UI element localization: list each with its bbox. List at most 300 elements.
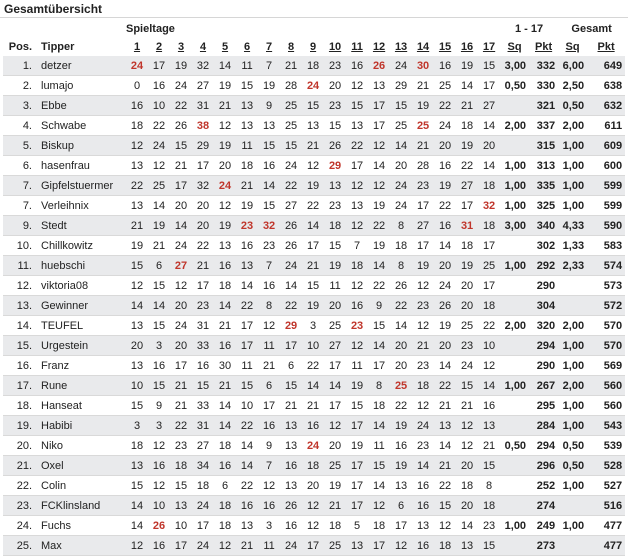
score-cell: 26 (280, 236, 302, 256)
sq-cell: 2,00 (500, 316, 529, 336)
score-cell: 27 (478, 96, 500, 116)
score-cell: 25 (280, 96, 302, 116)
score-cell: 21 (434, 456, 456, 476)
score-cell: 15 (478, 536, 500, 556)
tipper-name[interactable]: Hanseat (36, 396, 126, 416)
score-cell: 13 (236, 96, 258, 116)
score-cell: 23 (324, 196, 346, 216)
pkt-cell: 290 (529, 356, 558, 376)
score-cell: 12 (258, 316, 280, 336)
pkt-cell: 321 (529, 96, 558, 116)
score-cell: 11 (236, 356, 258, 376)
score-cell: 18 (236, 156, 258, 176)
day-header-15[interactable]: 15 (438, 41, 452, 53)
score-cell: 27 (170, 256, 192, 276)
score-cell: 12 (456, 436, 478, 456)
score-cell: 17 (478, 236, 500, 256)
score-cell: 32 (258, 216, 280, 236)
score-cell: 15 (368, 456, 390, 476)
day-header-6[interactable]: 6 (243, 41, 251, 53)
rank-cell: 25. (3, 536, 36, 556)
tipper-name[interactable]: Max (36, 536, 126, 556)
gesamt-sq-cell: 1,00 (558, 176, 587, 196)
score-cell: 20 (170, 336, 192, 356)
gesamt-pkt-cell: 611 (587, 116, 625, 136)
score-cell: 15 (390, 96, 412, 116)
gesamt-pkt-cell: 573 (587, 276, 625, 296)
table-row (3, 436, 625, 456)
score-cell: 18 (412, 376, 434, 396)
score-cell: 10 (148, 96, 170, 116)
score-cell: 22 (192, 236, 214, 256)
score-cell: 17 (346, 416, 368, 436)
score-cell: 17 (412, 236, 434, 256)
score-cell: 22 (434, 476, 456, 496)
score-cell: 13 (126, 356, 148, 376)
score-cell: 19 (302, 296, 324, 316)
gesamt-pkt-cell: 560 (587, 396, 625, 416)
tipper-name[interactable]: Franz (36, 356, 126, 376)
score-cell: 22 (478, 316, 500, 336)
score-cell: 18 (324, 516, 346, 536)
score-cell: 26 (324, 136, 346, 156)
gesamt-sq-cell (558, 496, 587, 516)
score-cell: 16 (126, 96, 148, 116)
score-cell: 20 (390, 356, 412, 376)
score-cell: 21 (280, 396, 302, 416)
score-cell: 12 (302, 496, 324, 516)
score-cell: 3 (258, 516, 280, 536)
score-cell: 24 (434, 276, 456, 296)
table-row (3, 376, 625, 396)
day-header-9[interactable]: 9 (310, 41, 317, 53)
score-cell: 20 (324, 436, 346, 456)
score-cell: 16 (148, 536, 170, 556)
score-cell: 14 (214, 56, 236, 76)
score-cell: 14 (214, 416, 236, 436)
score-cell: 12 (258, 476, 280, 496)
gesamt-sq-cell: 1,00 (558, 196, 587, 216)
score-cell: 20 (324, 76, 346, 96)
score-cell: 14 (126, 496, 148, 516)
score-cell: 16 (214, 456, 236, 476)
score-cell: 6 (148, 256, 170, 276)
page-title: Gesamtübersicht (0, 0, 628, 18)
day-header-10[interactable]: 10 (328, 41, 342, 53)
tipper-name[interactable]: Oxel (36, 456, 126, 476)
day-header-17[interactable]: 17 (482, 41, 496, 53)
gesamt-pkt-cell: 570 (587, 316, 625, 336)
score-cell: 14 (368, 416, 390, 436)
pkt-cell: 252 (529, 476, 558, 496)
score-cell: 33 (192, 396, 214, 416)
score-cell: 15 (236, 76, 258, 96)
score-cell: 24 (126, 56, 148, 76)
day-header-3[interactable]: 3 (177, 41, 185, 53)
gesamt-pkt-cell: 570 (587, 336, 625, 356)
score-cell: 12 (148, 436, 170, 456)
score-cell: 15 (346, 96, 368, 116)
score-cell: 17 (412, 196, 434, 216)
rank-cell: 6. (3, 156, 36, 176)
score-cell: 14 (126, 516, 148, 536)
score-cell: 16 (214, 336, 236, 356)
score-cell: 14 (368, 476, 390, 496)
score-cell: 32 (478, 196, 500, 216)
score-cell: 19 (126, 236, 148, 256)
tipper-name[interactable]: TEUFEL (36, 316, 126, 336)
score-cell: 23 (412, 176, 434, 196)
score-cell: 15 (280, 376, 302, 396)
tipper-name[interactable]: Gipfelstuermer (36, 176, 126, 196)
pkt-cell: 315 (529, 136, 558, 156)
score-cell: 10 (148, 496, 170, 516)
day-header-1[interactable]: 1 (133, 41, 141, 53)
score-cell: 15 (434, 496, 456, 516)
score-cell: 13 (456, 536, 478, 556)
score-cell: 18 (434, 536, 456, 556)
score-cell: 28 (412, 156, 434, 176)
sq-cell: 3,00 (500, 56, 529, 76)
table-row (3, 456, 625, 476)
score-cell: 19 (368, 196, 390, 216)
gesamt-pkt-cell: 600 (587, 156, 625, 176)
score-cell: 6 (214, 476, 236, 496)
score-cell: 23 (412, 296, 434, 316)
score-cell: 33 (192, 336, 214, 356)
score-cell: 29 (192, 136, 214, 156)
score-cell: 15 (456, 376, 478, 396)
score-cell: 12 (368, 176, 390, 196)
spieltage-label: Spieltage (126, 22, 175, 35)
tipper-name[interactable]: hasenfrau (36, 156, 126, 176)
score-cell: 15 (126, 476, 148, 496)
score-cell: 23 (412, 356, 434, 376)
tipper-name[interactable]: Urgestein (36, 336, 126, 356)
score-cell: 27 (412, 216, 434, 236)
tipper-name[interactable]: FCKlinsland (36, 496, 126, 516)
pkt-cell: 335 (529, 176, 558, 196)
score-cell: 13 (258, 116, 280, 136)
score-cell: 13 (236, 116, 258, 136)
score-cell: 19 (456, 136, 478, 156)
score-cell: 15 (258, 196, 280, 216)
score-cell: 22 (236, 296, 258, 316)
score-cell: 21 (126, 216, 148, 236)
score-cell: 9 (258, 436, 280, 456)
score-cell: 20 (478, 136, 500, 156)
score-cell: 12 (346, 76, 368, 96)
day-header-7[interactable]: 7 (266, 41, 273, 53)
gesamt-sq-cell: 2,00 (558, 116, 587, 136)
score-cell: 21 (302, 396, 324, 416)
score-cell: 29 (324, 156, 346, 176)
rank-cell: 24. (3, 516, 36, 536)
score-cell: 24 (170, 76, 192, 96)
score-cell: 13 (302, 116, 324, 136)
tipper-name[interactable]: Biskup (36, 136, 126, 156)
score-cell: 25 (148, 176, 170, 196)
score-cell: 27 (192, 76, 214, 96)
score-cell: 19 (346, 436, 368, 456)
gesamt-pkt-cell: 574 (587, 256, 625, 276)
score-cell: 17 (346, 476, 368, 496)
score-cell: 13 (236, 516, 258, 536)
score-cell: 24 (280, 536, 302, 556)
score-cell: 17 (478, 276, 500, 296)
score-cell: 21 (412, 136, 434, 156)
score-cell: 27 (192, 436, 214, 456)
tipper-name[interactable]: Colin (36, 476, 126, 496)
pkt-cell: 340 (529, 216, 558, 236)
score-cell: 14 (434, 436, 456, 456)
score-cell: 20 (434, 256, 456, 276)
score-cell: 19 (434, 176, 456, 196)
gesamt-pkt-cell: 638 (587, 76, 625, 96)
score-cell: 13 (412, 516, 434, 536)
pkt-cell: 304 (529, 296, 558, 316)
score-cell: 21 (214, 376, 236, 396)
range-label: 1 - 17 (515, 22, 544, 35)
score-cell: 16 (346, 56, 368, 76)
score-cell: 24 (280, 256, 302, 276)
score-cell: 21 (456, 396, 478, 416)
day-header-11[interactable]: 11 (351, 41, 363, 53)
score-cell: 14 (390, 316, 412, 336)
day-header-8[interactable]: 8 (288, 41, 295, 53)
tipper-name[interactable]: Niko (36, 436, 126, 456)
score-cell: 18 (214, 516, 236, 536)
score-cell: 23 (258, 236, 280, 256)
score-cell: 24 (390, 176, 412, 196)
score-cell: 15 (280, 136, 302, 156)
gesamt-pkt-cell: 543 (587, 416, 625, 436)
day-header-12[interactable]: 12 (372, 41, 386, 53)
score-cell: 23 (478, 516, 500, 536)
tipper-name[interactable]: Schwabe (36, 116, 126, 136)
score-cell: 21 (236, 536, 258, 556)
score-cell: 22 (126, 176, 148, 196)
score-cell: 19 (170, 56, 192, 76)
day-header-2[interactable]: 2 (155, 41, 163, 53)
score-cell: 18 (214, 276, 236, 296)
rank-cell: 16. (3, 356, 36, 376)
sq-cell (500, 296, 529, 316)
score-cell: 22 (280, 176, 302, 196)
score-cell: 14 (126, 296, 148, 316)
pkt-cell: 274 (529, 496, 558, 516)
score-cell: 16 (434, 56, 456, 76)
score-cell: 12 (126, 276, 148, 296)
score-cell: 18 (478, 296, 500, 316)
score-cell: 15 (324, 236, 346, 256)
gesamt-pkt-cell: 527 (587, 476, 625, 496)
score-cell: 12 (170, 276, 192, 296)
rank-cell: 10. (3, 236, 36, 256)
score-cell: 17 (236, 316, 258, 336)
sq-cell: 1,00 (500, 176, 529, 196)
gesamt-pkt-header[interactable]: Pkt (597, 41, 615, 53)
sq-cell (500, 496, 529, 516)
tipper-name[interactable]: Gewinner (36, 296, 126, 316)
score-cell: 24 (170, 316, 192, 336)
score-cell: 26 (170, 116, 192, 136)
score-cell: 15 (368, 316, 390, 336)
score-cell: 17 (148, 56, 170, 76)
score-cell: 32 (192, 56, 214, 76)
score-cell: 24 (170, 236, 192, 256)
day-header-4[interactable]: 4 (199, 41, 207, 53)
table-row (3, 136, 625, 156)
pkt-cell: 295 (529, 396, 558, 416)
score-cell: 17 (478, 76, 500, 96)
tipper-name[interactable]: detzer (36, 56, 126, 76)
rank-cell: 17. (3, 376, 36, 396)
day-header-13[interactable]: 13 (394, 41, 408, 53)
tipper-name[interactable]: Verleihnix (36, 196, 126, 216)
score-cell: 13 (126, 156, 148, 176)
score-cell: 22 (390, 396, 412, 416)
pkt-cell: 294 (529, 436, 558, 456)
sq-cell (500, 136, 529, 156)
score-cell: 19 (434, 316, 456, 336)
tipper-name[interactable]: Fuchs (36, 516, 126, 536)
day-header-16[interactable]: 16 (460, 41, 474, 53)
score-cell: 22 (390, 296, 412, 316)
score-cell: 20 (126, 336, 148, 356)
score-cell: 21 (302, 136, 324, 156)
rank-cell: 13. (3, 296, 36, 316)
rank-cell: 19. (3, 416, 36, 436)
tipper-name[interactable]: huebschi (36, 256, 126, 276)
rank-cell: 5. (3, 136, 36, 156)
score-cell: 14 (478, 376, 500, 396)
table-row (3, 156, 625, 176)
score-cell: 19 (456, 56, 478, 76)
rank-cell: 2. (3, 76, 36, 96)
score-cell: 21 (258, 356, 280, 376)
score-cell: 13 (126, 196, 148, 216)
score-cell: 14 (456, 516, 478, 536)
score-cell: 15 (478, 56, 500, 76)
score-cell: 15 (346, 396, 368, 416)
score-cell: 12 (302, 156, 324, 176)
score-cell: 21 (280, 56, 302, 76)
pkt-cell: 332 (529, 56, 558, 76)
score-cell: 15 (148, 376, 170, 396)
score-cell: 14 (478, 156, 500, 176)
rank-cell: 11. (3, 256, 36, 276)
score-cell: 14 (412, 456, 434, 476)
table-row (3, 276, 625, 296)
score-cell: 30 (214, 356, 236, 376)
score-cell: 23 (324, 96, 346, 116)
score-cell: 17 (368, 96, 390, 116)
sq-cell (500, 96, 529, 116)
tipper-name[interactable]: Chillkowitz (36, 236, 126, 256)
score-cell: 17 (192, 156, 214, 176)
gesamt-sq-cell: 6,00 (558, 56, 587, 76)
rank-cell: 15. (3, 336, 36, 356)
score-cell: 22 (302, 196, 324, 216)
rank-cell: 7. (3, 176, 36, 196)
score-cell: 17 (456, 196, 478, 216)
score-cell: 21 (148, 236, 170, 256)
score-cell: 34 (192, 456, 214, 476)
gesamt-sq-cell: 0,50 (558, 456, 587, 476)
score-cell: 18 (456, 116, 478, 136)
score-cell: 22 (170, 96, 192, 116)
sq-header[interactable]: Sq (507, 41, 522, 53)
score-cell: 19 (412, 96, 434, 116)
score-cell: 7 (346, 236, 368, 256)
score-cell: 23 (236, 216, 258, 236)
score-cell: 18 (346, 256, 368, 276)
sq-cell: 1,00 (500, 516, 529, 536)
score-cell: 16 (236, 496, 258, 516)
score-cell: 29 (390, 76, 412, 96)
score-cell: 21 (302, 256, 324, 276)
tipper-name[interactable]: lumajo (36, 76, 126, 96)
table-row (3, 476, 625, 496)
sq-cell: 0,50 (500, 436, 529, 456)
pkt-cell: 296 (529, 456, 558, 476)
pkt-cell: 290 (529, 276, 558, 296)
gesamt-sq-cell: 2,33 (558, 256, 587, 276)
sq-cell: 1,00 (500, 156, 529, 176)
gesamt-sq-header[interactable]: Sq (565, 41, 580, 53)
pkt-header[interactable]: Pkt (535, 41, 553, 53)
rank-cell: 9. (3, 216, 36, 236)
score-cell: 18 (368, 516, 390, 536)
day-header-5[interactable]: 5 (221, 41, 229, 53)
score-cell: 19 (148, 216, 170, 236)
score-cell: 27 (280, 196, 302, 216)
score-cell: 11 (368, 436, 390, 456)
score-cell: 22 (434, 96, 456, 116)
score-cell: 18 (478, 216, 500, 236)
sq-cell (500, 396, 529, 416)
tipper-name[interactable]: viktoria08 (36, 276, 126, 296)
score-cell: 12 (412, 276, 434, 296)
score-cell: 17 (170, 176, 192, 196)
score-cell: 16 (214, 256, 236, 276)
day-header-14[interactable]: 14 (416, 41, 430, 53)
score-cell: 13 (170, 496, 192, 516)
score-cell: 20 (456, 456, 478, 476)
tipper-name[interactable]: Stedt (36, 216, 126, 236)
tipper-header[interactable]: Tipper (41, 41, 75, 53)
score-cell: 21 (192, 256, 214, 276)
tipper-name[interactable]: Rune (36, 376, 126, 396)
score-cell: 25 (390, 116, 412, 136)
table-row (3, 56, 625, 76)
score-cell: 13 (368, 76, 390, 96)
score-cell: 31 (192, 316, 214, 336)
score-cell: 19 (214, 76, 236, 96)
score-cell: 22 (302, 356, 324, 376)
score-cell: 25 (324, 316, 346, 336)
gesamt-pkt-cell: 477 (587, 516, 625, 536)
tipper-name[interactable]: Habibi (36, 416, 126, 436)
score-cell: 13 (280, 436, 302, 456)
score-cell: 15 (148, 316, 170, 336)
score-cell: 10 (170, 516, 192, 536)
rank-cell: 23. (3, 496, 36, 516)
score-cell: 12 (368, 136, 390, 156)
score-cell: 18 (456, 476, 478, 496)
tipper-name[interactable]: Ebbe (36, 96, 126, 116)
